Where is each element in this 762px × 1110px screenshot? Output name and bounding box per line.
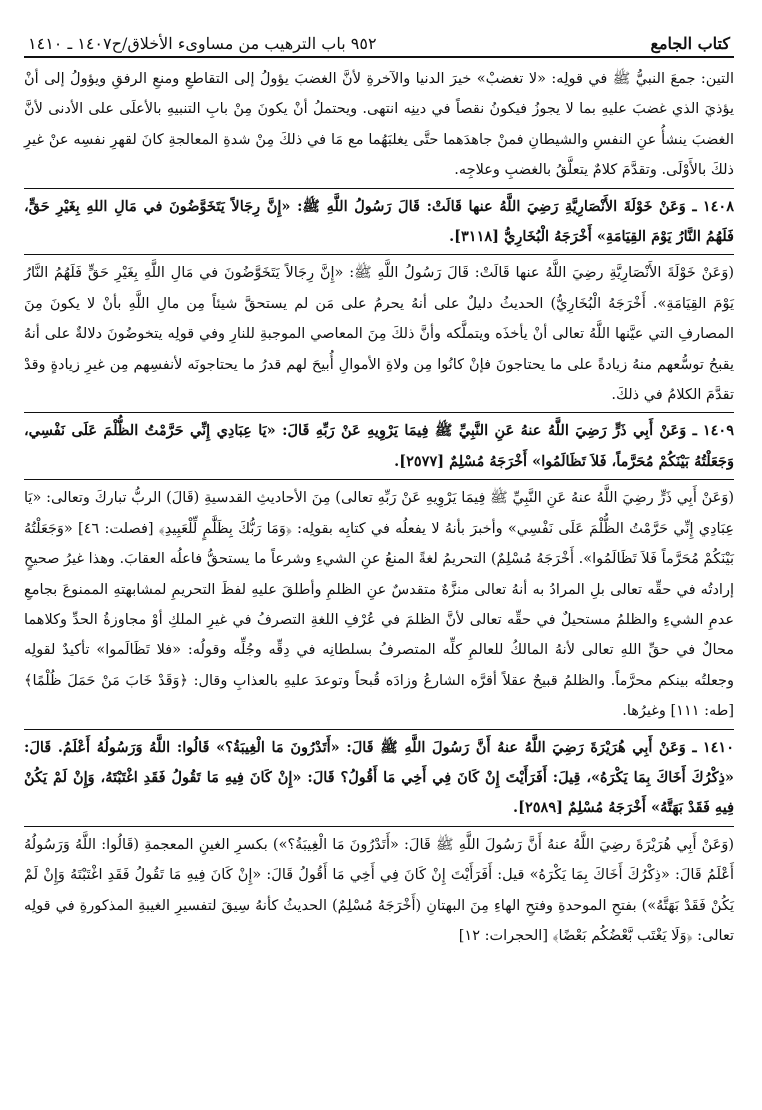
hadith-entry — [24, 733, 734, 824]
divider — [24, 254, 734, 255]
divider — [24, 412, 734, 413]
hadith-text: ـ وَعَنْ أَبِي ذَرٍّ رَضِيَ اللَّهُ عنهُ عَنِ النَّبِيِّ ﷺ فِيمَا يَرْوِيهِ عَنْ رَبِّهِ قَالَ: «يَا عِبَادِي إِنِّي حَرَّمْتُ الظُّلْمَ عَلَى نَفْسِي، وَجَعَلْتُهُ بَيْنَكُمْ مُحَرَّماً، فَلاَ تَظَالَمُوا» أَخْرَجَهُ مُسْلِمٌ [٢٥٧٧]. — [24, 422, 734, 470]
divider — [24, 479, 734, 480]
commentary-paragraph: (وَعَنْ أَبِي ذَرٍّ رضِيَ اللَّهُ عنهُ عَنِ النَّبِيِّ ﷺ فِيمَا يَرْوِيهِ عَنْ رَبِّهِ تعالى) مِنَ الأحاديثِ القدسيةِ (قَالَ) الربُّ تباركَ وتعالى: «يَا عِبَادِي إِنِّي حَرَّمْتُ الظُّلْمَ عَلَى نَفْسِي» وأخبرَ بأنهُ لا يفعلُه في كتابِه بقولِه: ﴿وَمَا رَبُّكَ بِظَلَّٰمٍ لِّلْعَبِيدِ﴾ [فصلت: ٤٦] «وَجَعَلْتُهُ بَيْنَكُمْ مُحَرَّماً فَلاَ تَظَالَمُوا». أَخْرَجَهُ مُسْلِمٌ) التحريمُ لغةً المنعُ عنِ الشيءِ وشرعاً ما يستحقُّ فاعلُه العقابَ. وهذا غيرُ صحيحٍ إرادتُه في حقِّه تعالى بلِ المرادُ به أنهُ تعالى منزَّهٌ متقدسٌ عنِ الظلمِ وأطلقَ عليهِ لفظَ التحريمِ لمشابهتهِ الممنوعَ بجامعِ عدمِ الشيءِ والظلمُ مستحيلٌ في حقِّه تعالى لأنَّ الظلمَ في عُرْفِ اللغةِ التصرفُ في غيرِ الملكِ أوْ مجاوزةُ الحدِّ وكلاهما محالٌ في حقِّ اللهِ تعالى لأنهُ المالكُ للعالمِ كلِّه المتصرفُ بسلطانِه في دِقِّه وجُلِّه وقولُه: «فلا تَظَالَموا» تأكيدٌ لقولِه وجعلتُه بينكم محرَّماً. والظلمُ قبيحٌ عقلاً أقرَّه الشارعُ وزادَه قُبحاً وتوعدَ عليهِ بالعذابِ وقال: ﴿وَقَدْ خَابَ مَنْ حَمَلَ ظُلْمًا﴾ [طه: ١١١] وغيرُها. — [24, 490, 734, 720]
hadith-text: ـ وَعَنْ خَوْلَةَ الأَنْصَارِيَّةِ رَضِيَ اللَّهُ عنها قَالَتْ: قَالَ رَسُولُ اللَّهِ ﷺ: «إِنَّ رِجَالاً يَتَخَوَّضُونَ في مَالِ اللهِ بِغَيْرِ حَقٍّ، فَلَهُمُ النَّارُ يَوْمَ القِيَامَةِ» أَخْرَجَهُ الْبُخَارِيُّ [٣١١٨]. — [24, 197, 734, 246]
commentary-paragraph: التين: جمعَ النبيُّ ﷺ في قولِه: «لا تغضبْ» خيرَ الدنيا والآخرةِ لأنَّ الغضبَ يؤولُ إلى التقاطعِ ومنعِ الرفقِ ويؤولُ إلى أنْ يؤذيَ الذي غضبَ عليهِ بما لا يجوزُ فيكونُ نقصاً في دينِه انتهى. ويحتملُ أنْ يكونَ مِنْ بابِ التنبيهِ بالأعلَى على الأدنى لأنَّ الغضبَ ينشأُ عنِ النفسِ والشيطانِ فمنْ جاهدَهما حتَّى يغلبَهُما مع مَا في ذلكَ مِنْ شدةِ المعالجةِ كانَ لقهرِ نفسِه عنْ غيرِ ذلكَ بالأَوْلَى. وتقدَّمَ كلامٌ يتعلَّقُ بالغضبِ وعلاجِه. — [24, 71, 734, 179]
divider — [24, 826, 734, 827]
hadith-entry — [24, 192, 734, 253]
page-header — [24, 30, 734, 58]
book-title: كتاب الجامع — [650, 34, 730, 53]
divider — [24, 729, 734, 730]
commentary-paragraph: (وَعَنْ خَوْلَةَ الأَنْصَارِيَّةِ رضِيَ اللَّهُ عنها قَالَتْ: قَالَ رَسُولُ اللَّهِ ﷺ: «إِنَّ رِجَالاً يَتَخَوَّضُونَ في مَالِ اللَّهِ بِغَيْرِ حَقٍّ فَلَهُمُ النَّارُ يَوْمَ القِيَامَةِ». أَخْرَجَهُ الْبُخَارِيُّ) الحديثُ دليلٌ على أنهُ يحرمُ على مَن لم يستحقَّ شيئاً مِن مالِ اللَّهِ بأنْ لا يكونَ مِنَ المصارفِ التي عيَّنها اللَّهُ تعالى أنْ يأخذَه ويتملَّكه وأنَّ ذلكَ مِنَ المعاصي الموجبةِ للنارِ وفي قولِه يتخوضُونَ دلالةٌ على أنهُ يقبحُ توسُّعهم منهُ زيادةً على ما يحتاجونَ فإنْ كانُوا مِن ولاةِ الأموالِ أُبيحَ لهم قدرُ ما يحتاجونَه لأنفسِهم مِن غيرِ زيادةٍ وقدْ تقدَّمَ الكلامُ في ذلكَ. — [24, 265, 734, 404]
chapter-title: ٩٥٢ باب الترهيب من مساوىء الأخلاق/ح١٤٠٧ ـ ١٤١٠ — [28, 34, 377, 53]
hadith-number: ١٤٠٨ — [702, 197, 734, 215]
divider — [24, 188, 734, 189]
hadith-text: ـ وَعَنْ أَبِي هُرَيْرَةَ رَضِيَ اللَّهُ عنهُ أَنَّ رَسُولَ اللَّهِ ﷺ قَالَ: «أَتَدْرُونَ مَا الْغِيبَةُ؟» قَالُوا: اللَّهُ وَرَسُولُهُ أَعْلَمُ. قَالَ: «ذِكْرُكَ أَخَاكَ بِمَا يَكْرَهُ»، قِيلَ: أَفَرَأَيْتَ إِنْ كَانَ فِي أَخِي مَا أَقُولُ؟ قَالَ: «إِنْ كَانَ فِيهِ مَا تَقُولُ فَقَدِ اغْتَبْتَهُ، وَإِنْ لَمْ يَكُنْ فِيهِ فَقَدْ بَهَتَّهُ» أَخْرَجَهُ مُسْلِمٌ [٢٥٨٩]. — [24, 738, 734, 817]
hadith-number: ١٤١٠ — [702, 738, 734, 756]
commentary-paragraph: (وَعَنْ أَبِي هُرَيْرَةَ رضِيَ اللَّهُ عنهُ أَنَّ رَسُولَ اللَّهِ ﷺ قَالَ: «أَتَدْرُونَ مَا الْغِيبَةُ؟») بكسرِ الغينِ المعجمةِ (قَالُوا: اللَّهُ وَرَسُولُهُ أَعْلَمُ قَالَ: «ذِكْرُكَ أَخَاكَ بِمَا يَكْرَهُ» قيل: أَفَرَأَيْتَ إِنْ كَانَ فِي أَخِي مَا أَقُولُ قَالَ: «إِنْ كَانَ فِيهِ مَا تَقُولُ فَقَدِ اغْتَبْتَهُ وَإِنْ لَمْ يَكُنْ فَقَدْ بَهَتَّهُ») بفتحِ الموحدةِ وفتحِ الهاءِ مِنَ البهتانِ (أَخْرَجَهُ مُسْلِمٌ) الحديثُ كأنهُ سِيقَ لتفسيرِ الغيبةِ المذكورةِ في قولِه تعالى: ﴿وَلَا يَغْتَب بَّعْضُكُم بَعْضًا﴾ [الحجرات: ١٢] — [24, 836, 734, 944]
hadith-number: ١٤٠٩ — [702, 422, 734, 440]
page-content — [24, 64, 734, 951]
hadith-entry — [24, 416, 734, 477]
